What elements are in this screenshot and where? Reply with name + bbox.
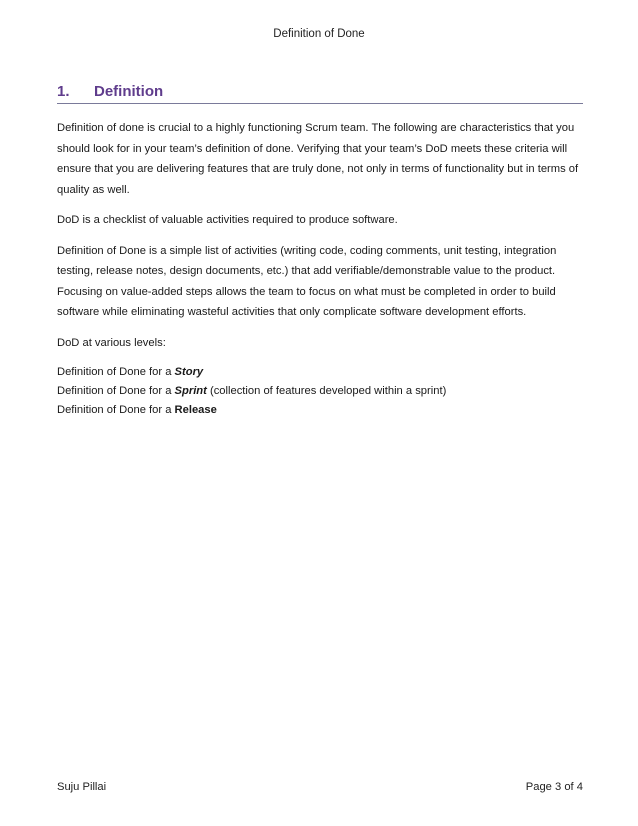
level-story bbox=[57, 363, 587, 382]
level-prefix: Definition of Done for a bbox=[57, 404, 175, 416]
level-sprint bbox=[57, 382, 587, 401]
level-suffix: (collection of features developed within a sprint) bbox=[206, 385, 447, 397]
paragraph-dod-activities: Definition of Done is a simple list of activities (writing code, coding comments, unit testing, integration testing, release notes, design documents, etc.) that add verifiable/demonstrable value to the product. Focusing on value-added steps allows the team to focus on what must be completed in order to build software while eliminating wasteful activities that only complicate software development efforts. bbox=[57, 244, 557, 318]
section-title: Definition bbox=[94, 83, 164, 100]
paragraph-dod-checklist: DoD is a checklist of valuable activities required to produce software. bbox=[57, 214, 398, 226]
level-prefix: Definition of Done for a bbox=[57, 385, 175, 397]
section-number: 1. bbox=[57, 83, 70, 100]
footer-page-number: Page 3 of 4 bbox=[525, 781, 583, 793]
level-term: Sprint bbox=[174, 385, 207, 397]
paragraph-levels-intro: DoD at various levels: bbox=[57, 336, 166, 349]
levels-list bbox=[57, 363, 587, 420]
level-term: Release bbox=[174, 404, 217, 416]
section-heading bbox=[57, 83, 583, 104]
level-prefix: Definition of Done for a bbox=[57, 366, 175, 378]
page-header: Definition of Done bbox=[273, 28, 365, 40]
level-release bbox=[57, 401, 587, 420]
footer-author: Suju Pillai bbox=[57, 781, 107, 793]
paragraph-intro: Definition of done is crucial to a highly functioning Scrum team. The following are characteristics that you should look for in your team’s definition of done. Verifying that your team’s DoD meets these criteria will ensure that you are delivering features that are truly done, not only in terms of functionality but in terms of quality as well. bbox=[57, 122, 579, 196]
document-body bbox=[57, 118, 587, 420]
level-term: Story bbox=[174, 366, 204, 378]
